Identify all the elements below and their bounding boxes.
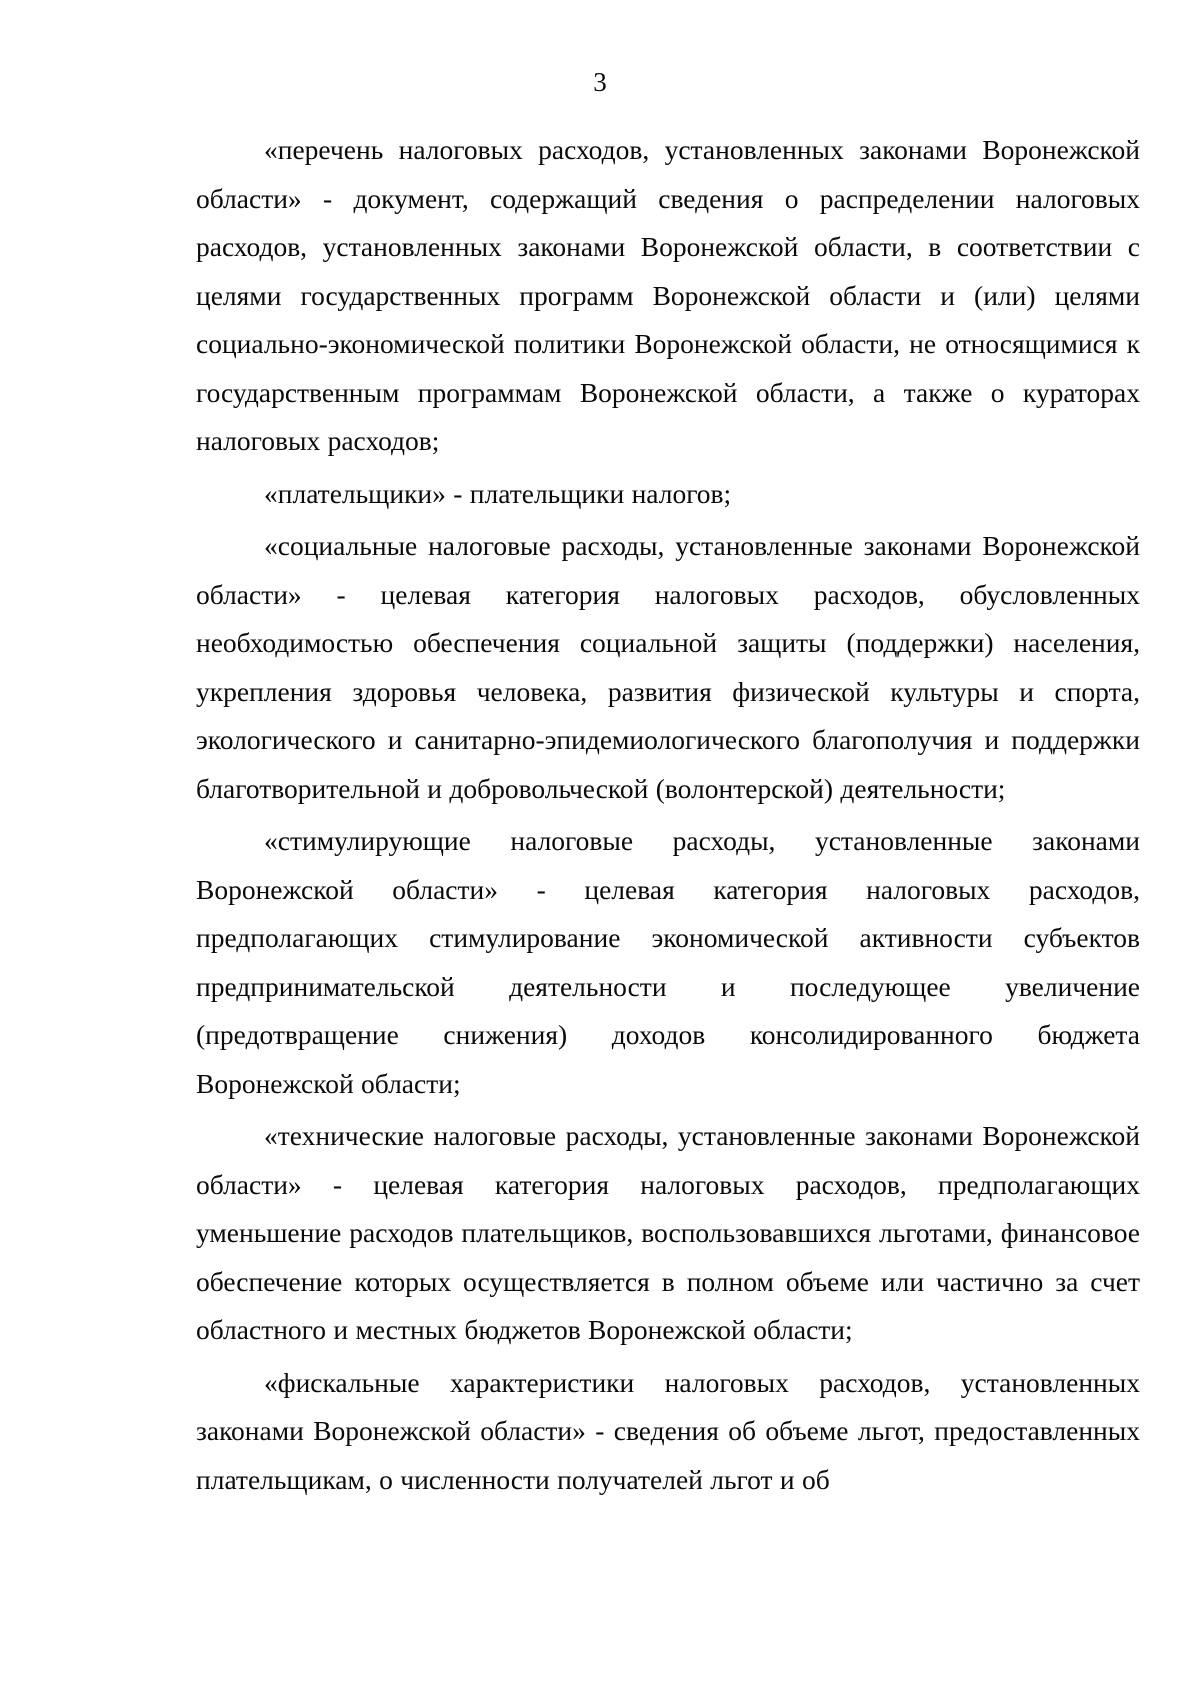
- paragraph-social-tax-expenditures: «социальные налоговые расходы, установленные законами Воронежской области» - целевая категория налоговых расходов, обусловленных необходимостью обеспечения социальной защиты (поддержки) населения, укрепления здоровья человека, развития физической культуры и спорта, экологического и санитарно-эпидемиологического благополучия и поддержки благотворительной и добровольческой (волонтерской) деятельности;: [196, 530, 1140, 804]
- paragraph-stimulating-tax-expenditures: «стимулирующие налоговые расходы, установленные законами Воронежской области» - целевая категория налоговых расходов, предполагающих стимулирование экономической активности субъектов предпринимательской деятельности и последующее увеличение (предотвращение снижения) доходов консолидированного бюджета Воронежской области;: [196, 825, 1140, 1099]
- page-number: 3: [593, 67, 607, 97]
- paragraph-tax-expenditures-list: «перечень налоговых расходов, установленных законами Воронежской области» - документ, содержащий сведения о распределении налоговых расходов, установленных законами Воронежской области, в соответствии с целями государственных программ Воронежской области и (или) целями социально-экономической политики Воронежской области, не относящимися к государственным программам Воронежской области, а также о кураторах налоговых расходов;: [196, 134, 1140, 456]
- paragraph-payers: «плательщики» - плательщики налогов;: [264, 477, 732, 509]
- document-body: [196, 126, 1140, 1504]
- paragraph-fiscal-characteristics: «фискальные характеристики налоговых расходов, установленных законами Воронежской области» - сведения об объеме льгот, предоставленных плательщикам, о численности получателей льгот и об: [196, 1366, 1140, 1495]
- paragraph-technical-tax-expenditures: «технические налоговые расходы, установленные законами Воронежской области» - целевая категория налоговых расходов, предполагающих уменьшение расходов плательщиков, воспользовавшихся льготами, финансовое обеспечение которых осуществляется в полном объеме или частично за счет областного и местных бюджетов Воронежской области;: [196, 1120, 1140, 1345]
